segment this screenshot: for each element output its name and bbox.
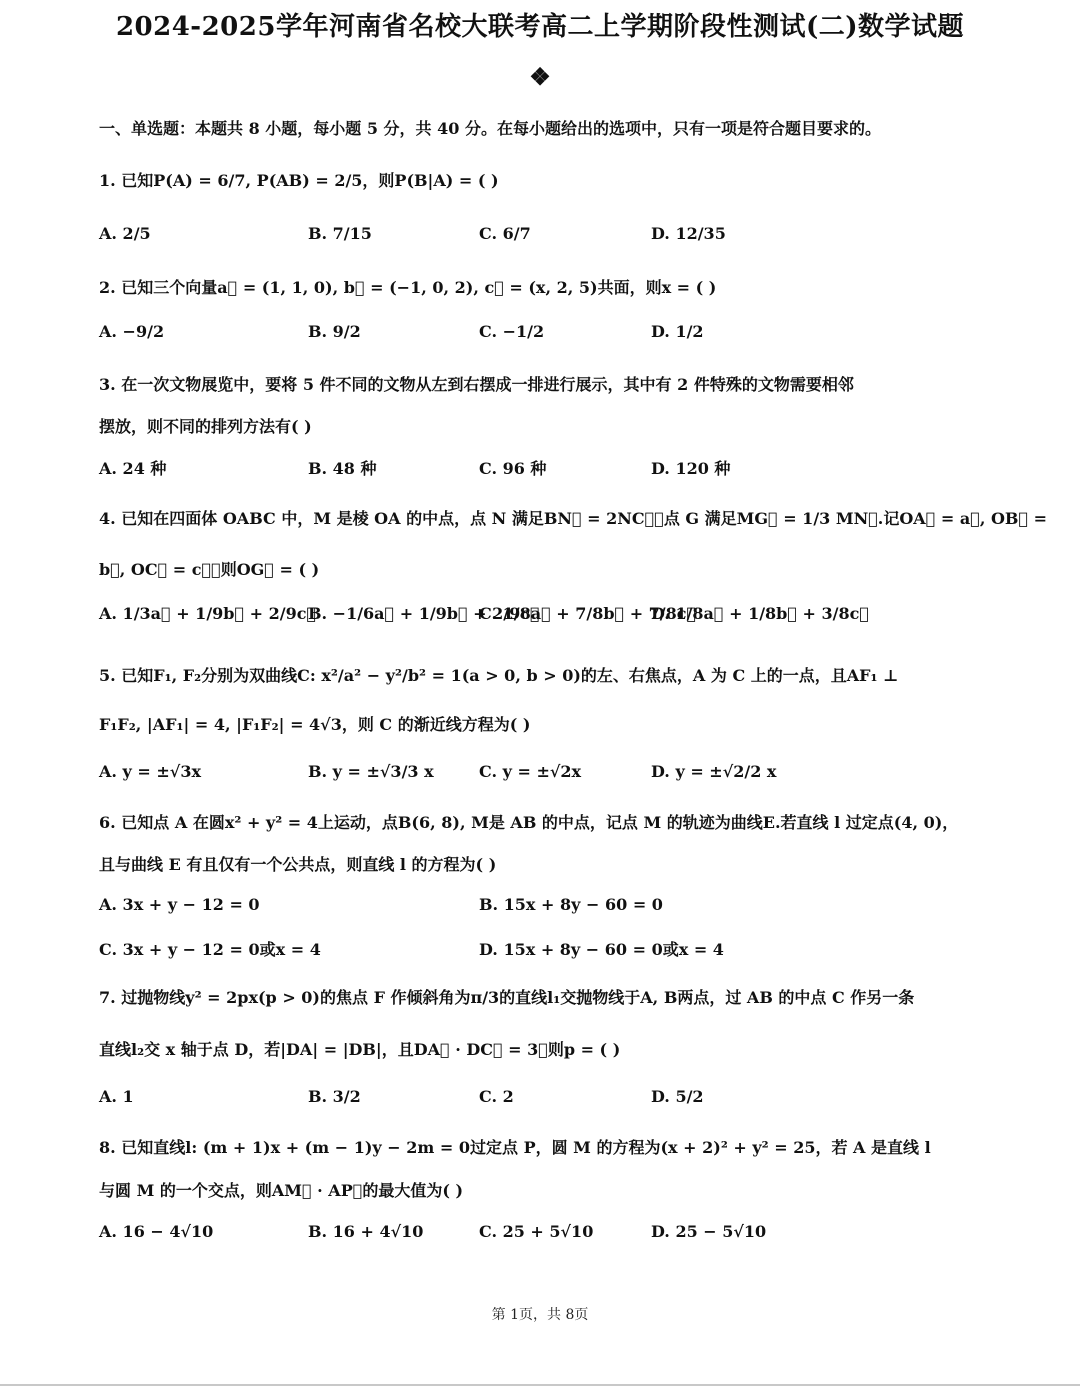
question-8-option-b: B. 16 + 4√10 [308, 1222, 424, 1241]
question-4-option-c: C. 1/8a⃗ + 7/8b⃗ + 7/8c⃗ [479, 604, 697, 623]
question-2-option-a: A. −9/2 [99, 322, 165, 341]
question-8-stem-line-1: 8. 已知直线l: (m + 1)x + (m − 1)y − 2m = 0过定点 P，圆 M 的方程为(x + 2)² + y² = 25，若 A 是直线 l [99, 1138, 931, 1157]
question-7-option-b: B. 3/2 [308, 1087, 361, 1106]
question-2-stem: 2. 已知三个向量a⃗ = (1, 1, 0), b⃗ = (−1, 0, 2), c⃗ = (x, 2, 5)共面，则x = ( ) [99, 278, 717, 297]
question-8-stem-line-2: 与圆 M 的一个交点，则AM⃗ · AP⃗的最大值为( ) [99, 1181, 464, 1200]
question-4-option-d: D. 1/8a⃗ + 1/8b⃗ + 3/8c⃗ [651, 604, 869, 623]
question-7-stem-line-2: 直线l₂交 x 轴于点 D，若|DA| = |DB|，且DA⃗ · DC⃗ = 3，则p = ( ) [99, 1040, 621, 1059]
page-footer: 第 1页，共 8页 [491, 1307, 589, 1323]
question-6-option-b: B. 15x + 8y − 60 = 0 [479, 895, 663, 914]
question-6-stem-line-2: 且与曲线 E 有且仅有一个公共点，则直线 l 的方程为( ) [99, 855, 497, 874]
page-title: 2024-2025学年河南省名校大联考高二上学期阶段性测试(二)数学试题 [115, 12, 965, 42]
question-5-option-a: A. y = ±√3x [99, 762, 201, 781]
question-3-option-b: B. 48 种 [308, 459, 377, 478]
question-2-option-b: B. 9/2 [308, 322, 361, 341]
question-4-option-b: B. −1/6a⃗ + 1/9b⃗ + 2/9c⃗ [308, 604, 540, 623]
question-7-option-c: C. 2 [479, 1087, 514, 1106]
question-5-stem-line-1: 5. 已知F₁, F₂分别为双曲线C: x²/a² − y²/b² = 1(a > 0, b > 0)的左、右焦点，A 为 C 上的一点，且AF₁ ⊥ [99, 666, 899, 685]
question-7-option-d: D. 5/2 [651, 1087, 704, 1106]
question-3-stem-line-1: 3. 在一次文物展览中，要将 5 件不同的文物从左到右摆成一排进行展示，其中有 2 件特殊的文物需要相邻 [99, 375, 854, 394]
question-7-option-a: A. 1 [99, 1087, 134, 1106]
question-6-option-a: A. 3x + y − 12 = 0 [99, 895, 260, 914]
question-1-option-c: C. 6/7 [479, 224, 531, 243]
diamond-ornament-icon: ❖ [529, 62, 551, 91]
question-2-option-c: C. −1/2 [479, 322, 545, 341]
section-heading: 一、单选题：本题共 8 小题，每小题 5 分，共 40 分。在每小题给出的选项中，只有一项是符合题目要求的。 [99, 119, 881, 138]
question-8-option-d: D. 25 − 5√10 [651, 1222, 767, 1241]
question-4-option-a: A. 1/3a⃗ + 1/9b⃗ + 2/9c⃗ [99, 604, 317, 623]
question-8-option-a: A. 16 − 4√10 [99, 1222, 214, 1241]
question-6-option-d: D. 15x + 8y − 60 = 0或x = 4 [479, 940, 724, 959]
question-3-option-a: A. 24 种 [99, 459, 167, 478]
bottom-divider [0, 1384, 1080, 1386]
question-1-option-a: A. 2/5 [99, 224, 151, 243]
question-8-option-c: C. 25 + 5√10 [479, 1222, 594, 1241]
question-5-stem-line-2: F₁F₂, |AF₁| = 4, |F₁F₂| = 4√3，则 C 的渐近线方程为( ) [99, 715, 531, 734]
question-4-stem-line-2: b⃗, OC⃗ = c⃗，则OG⃗ = ( ) [99, 560, 320, 579]
question-4-stem-line-1: 4. 已知在四面体 OABC 中，M 是棱 OA 的中点，点 N 满足BN⃗ = 2NC⃗，点 G 满足MG⃗ = 1/3 MN⃗.记OA⃗ = a⃗, OB⃗ = [99, 509, 1048, 528]
question-3-stem-line-2: 摆放，则不同的排列方法有( ) [99, 417, 312, 436]
question-3-option-d: D. 120 种 [651, 459, 731, 478]
question-7-stem-line-1: 7. 过抛物线y² = 2px(p > 0)的焦点 F 作倾斜角为π/3的直线l₁交抛物线于A, B两点，过 AB 的中点 C 作另一条 [99, 988, 915, 1007]
question-2-option-d: D. 1/2 [651, 322, 704, 341]
question-6-option-c: C. 3x + y − 12 = 0或x = 4 [99, 940, 321, 959]
question-3-option-c: C. 96 种 [479, 459, 547, 478]
question-6-stem-line-1: 6. 已知点 A 在圆x² + y² = 4上运动，点B(6, 8), M是 AB 的中点，记点 M 的轨迹为曲线E.若直线 l 过定点(4, 0)， [99, 813, 959, 832]
question-1-option-d: D. 12/35 [651, 224, 726, 243]
question-1-option-b: B. 7/15 [308, 224, 372, 243]
question-5-option-b: B. y = ±√3/3 x [308, 762, 434, 781]
question-1-stem: 1. 已知P(A) = 6/7, P(AB) = 2/5，则P(B|A) = ( ) [99, 171, 499, 190]
question-5-option-c: C. y = ±√2x [479, 762, 582, 781]
question-5-option-d: D. y = ±√2/2 x [651, 762, 777, 781]
